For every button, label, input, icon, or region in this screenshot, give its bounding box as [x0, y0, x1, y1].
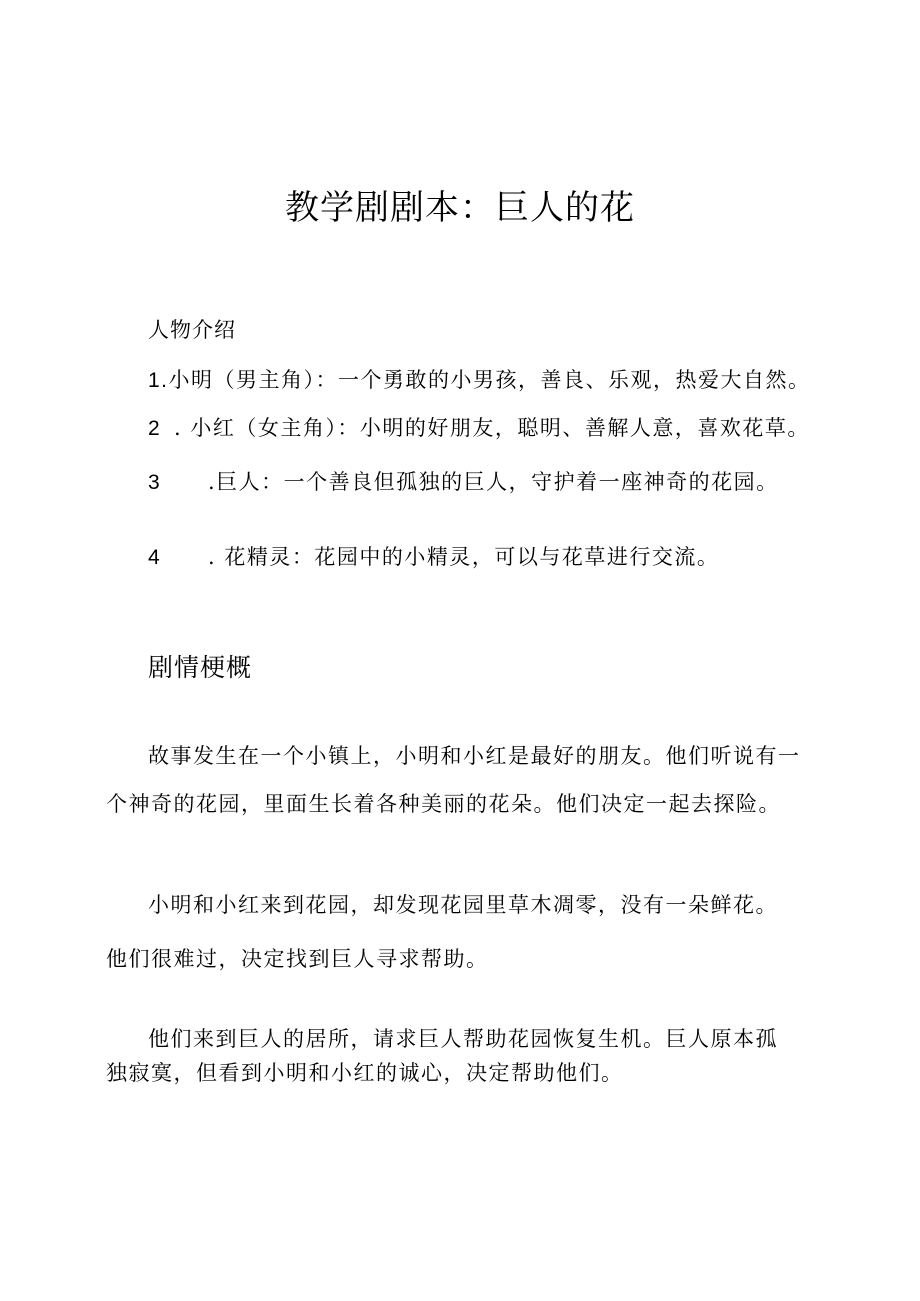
character-item-4	[148, 541, 719, 571]
character-text: . 花精灵：花园中的小精灵，可以与花草进行交流。	[208, 545, 720, 569]
character-item-2	[148, 412, 810, 442]
paragraph-line: 独寂寞，但看到小明和小红的诚心，决定帮助他们。	[106, 1061, 624, 1085]
paragraph-line: 小明和小红来到花园，却发现花园里草木凋零，没有一朵鲜花。	[148, 893, 778, 917]
character-text: . 小红（女主角）：小明的好朋友，聪明、善解人意，喜欢花草。	[174, 416, 810, 440]
character-number: 2	[148, 417, 162, 440]
character-number: 3	[148, 471, 162, 494]
character-item-1	[148, 364, 811, 394]
paragraph-line: 他们很难过，决定找到巨人寻求帮助。	[106, 947, 489, 971]
character-number: 1.	[148, 369, 169, 392]
character-item-3	[148, 466, 779, 496]
character-number: 4	[148, 546, 162, 569]
paragraph-line: 故事发生在一个小镇上，小明和小红是最好的朋友。他们听说有一	[148, 744, 801, 768]
document-title: 教学剧剧本：巨人的花	[285, 188, 635, 228]
characters-heading: 人物介绍	[148, 318, 236, 342]
paragraph-line: 他们来到巨人的居所，请求巨人帮助花园恢复生机。巨人原本孤	[148, 1027, 778, 1051]
plot-paragraph-1	[106, 736, 801, 824]
plot-paragraph-3	[106, 1019, 778, 1093]
plot-heading: 剧情梗概	[148, 653, 253, 682]
plot-paragraph-2	[106, 885, 778, 979]
character-text: 小明（男主角）：一个勇敢的小男孩，善良、乐观，热爱大自然。	[168, 368, 811, 392]
character-text: .巨人：一个善良但孤独的巨人，守护着一座神奇的花园。	[208, 470, 779, 494]
paragraph-line: 个神奇的花园，里面生长着各种美丽的花朵。他们决定一起去探险。	[106, 792, 781, 816]
